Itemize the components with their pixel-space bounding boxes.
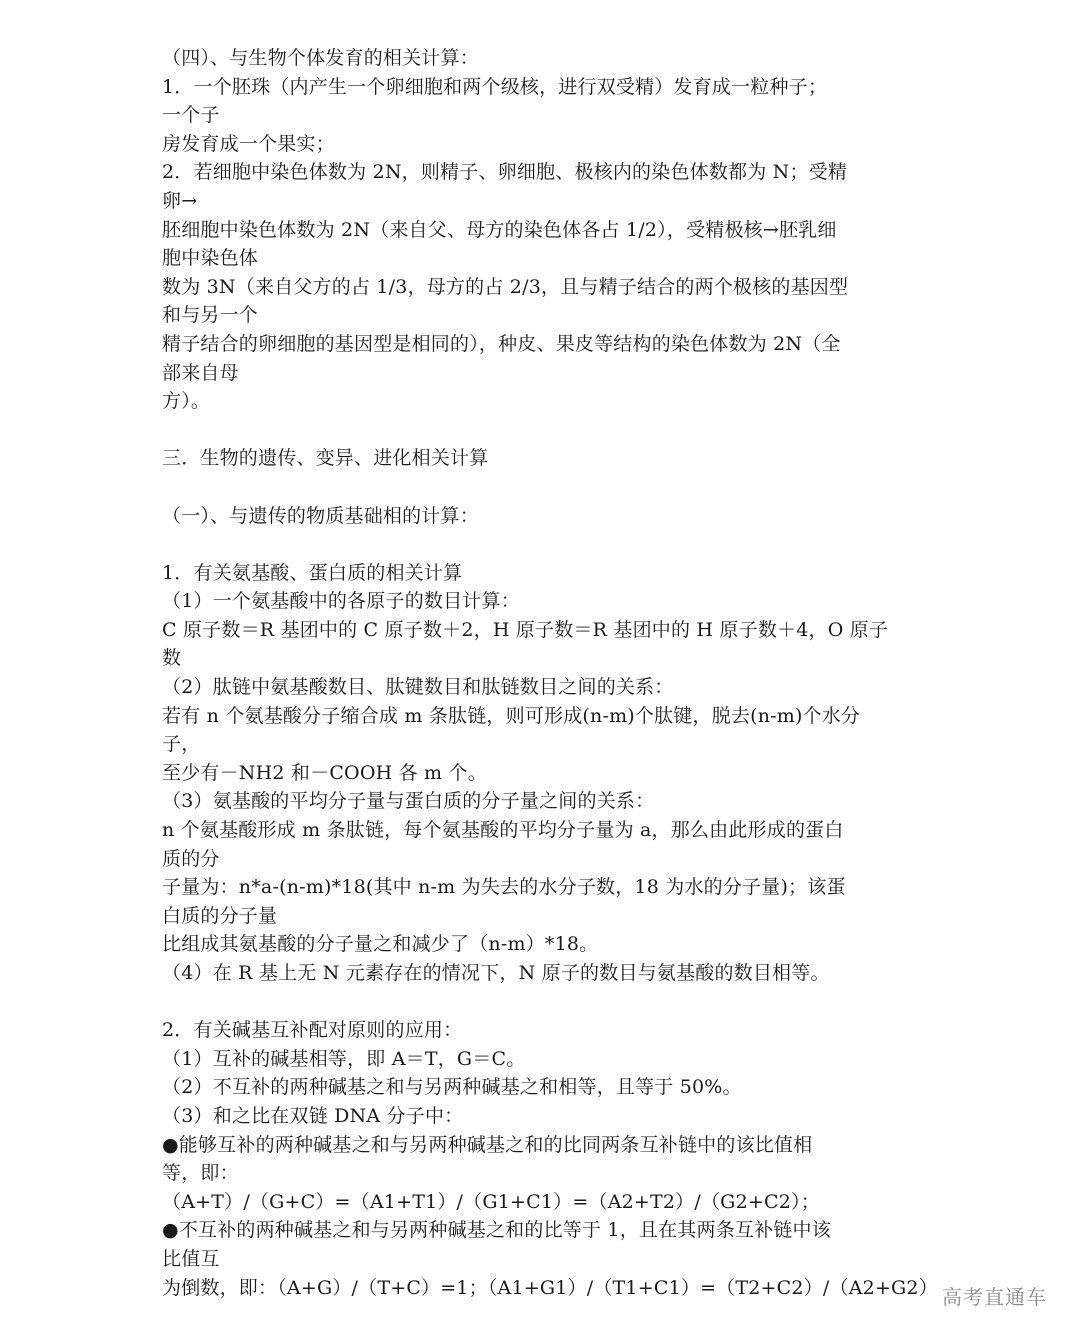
text-line: 数为 3N（来自父方的占 1/3，母方的占 2/3，且与精子结合的两个极核的基因型 [162,275,849,298]
text-line: 胚细胞中染色体数为 2N（来自父、母方的染色体各占 1/2），受精极核→胚乳细 [162,218,837,241]
text-line: 1．一个胚珠（内产生一个卵细胞和两个级核，进行双受精）发育成一粒种子； [162,75,828,98]
section-heading-individual-development: （四）、与生物个体发育的相关计算： [162,47,479,69]
subsection-heading-base-pairing: 2．有关碱基互补配对原则的应用： [162,1019,463,1042]
text-line: 为倒数，即：（A+G）/（T+C）=1；（A1+G1）/（T1+C1）=（T2+C2）/（A2+G2） [162,1276,938,1299]
document-page [162,44,938,1302]
text-line: （1）互补的碱基相等，即 A＝T，G＝C。 [162,1047,526,1070]
text-line: 比组成其氨基酸的分子量之和减少了（n-m）*18。 [162,933,599,956]
text-line: 子， [162,733,201,756]
text-line: （4）在 R 基上无 N 元素存在的情况下，N 原子的数目与氨基酸的数目相等。 [162,962,830,984]
text-line: （A+T）/（G+C）=（A1+T1）/（G1+C1）=（A2+T2）/（G2+C2）； [162,1190,820,1213]
text-line: 子量为：n*a-(n-m)*18(其中 n-m 为失去的水分子数，18 为水的分子量)；该蛋 [162,876,846,899]
text-line: 卵→ [162,189,198,212]
text-line: 胞中染色体 [162,247,259,270]
text-line: （3）氨基酸的平均分子量与蛋白质的分子量之间的关系： [162,790,655,813]
text-line: ●不互补的两种碱基之和与另两种碱基之和的比等于 1，且在其两条互补链中该 [162,1219,831,1242]
text-line: 若有 n 个氨基酸分子缩合成 m 条肽链，则可形成(n-m)个肽键，脱去(n-m)个水分 [162,704,861,727]
spacer [162,416,932,445]
text-line: n 个氨基酸形成 m 条肽链，每个氨基酸的平均分子量为 a，那么由此形成的蛋白 [162,819,844,842]
spacer [162,530,932,559]
text-line: 等，即： [162,1162,239,1185]
spacer [162,473,932,502]
text-line: 一个子 [162,104,220,127]
text-line: 2．若细胞中染色体数为 2N，则精子、卵细胞、极核内的染色体数都为 N；受精 [162,161,848,184]
text-line: 房发育成一个果实； [162,132,335,155]
section-heading-genetic-material: （一）、与遗传的物质基础相的计算： [162,504,479,527]
text-line: ●能够互补的两种碱基之和与另两种碱基之和的比同两条互补链中的该比值相 [162,1133,813,1156]
text-line: 方）。 [162,390,211,413]
chapter-heading-genetics: 三．生物的遗传、变异、进化相关计算 [162,447,489,470]
text-line: （2）肽链中氨基酸数目、肽键数目和肽链数目之间的关系： [162,676,674,699]
subsection-heading-amino-acids: 1．有关氨基酸、蛋白质的相关计算 [162,561,463,584]
text-line: 精子结合的卵细胞的基因型是相同的），种皮、果皮等结构的染色体数为 2N（全 [162,332,841,355]
text-line: 部来自母 [162,361,239,384]
text-line: （2）不互补的两种碱基之和与另两种碱基之和相等，且等于 50%。 [162,1076,742,1099]
text-line: （3）和之比在双链 DNA 分子中： [162,1104,464,1127]
text-line: 数 [162,647,182,670]
text-line: C 原子数＝R 基团中的 C 原子数＋2，H 原子数＝R 基团中的 H 原子数＋4，O 原子 [162,618,889,641]
text-line: 和与另一个 [162,304,259,327]
text-line: 至少有－NH2 和－COOH 各 m 个。 [162,761,487,784]
text-line: （1）一个氨基酸中的各原子的数目计算： [162,590,520,613]
text-line: 质的分 [162,847,220,870]
watermark: 高考直通车 [942,1285,1047,1309]
text-line: 比值互 [162,1247,220,1270]
spacer [162,988,932,1017]
text-line: 白质的分子量 [162,904,278,927]
